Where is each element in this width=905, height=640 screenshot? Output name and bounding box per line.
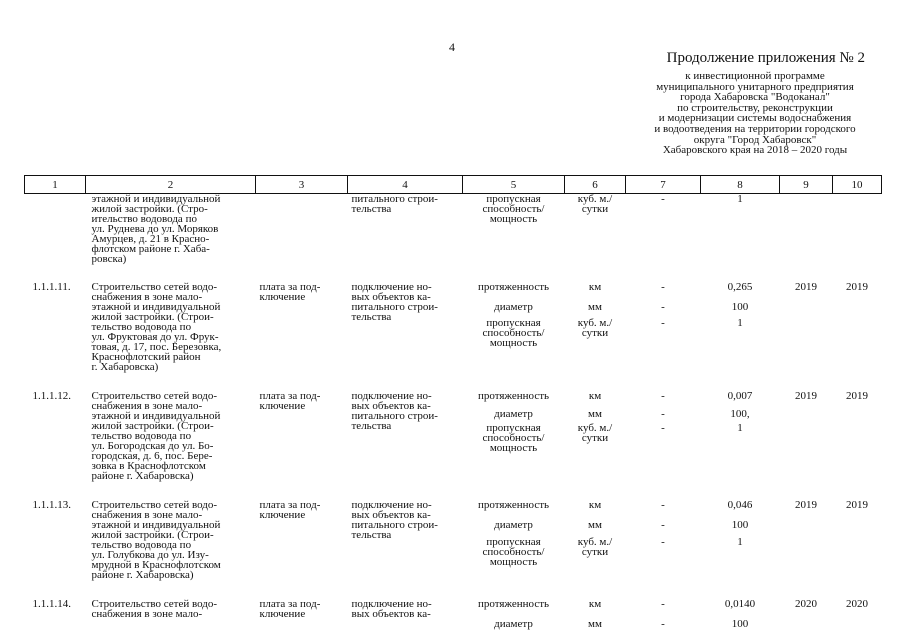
table-row: [25, 382, 882, 491]
measure-unit-line: км: [588, 281, 602, 293]
measure-prev: -: [661, 281, 665, 293]
row-name-line: жилой застройки. (Стро-: [91, 203, 208, 215]
row-source-line: ключение: [259, 509, 306, 521]
row-purpose-line: вых объектов ка-: [351, 400, 431, 412]
row-purpose-line: тельства: [351, 203, 392, 215]
measure-unit: [565, 599, 626, 619]
measure-unit-line: мм: [588, 408, 602, 420]
row-measures: [463, 273, 780, 382]
measure-unit-line: мм: [588, 519, 602, 531]
measure-name: [463, 520, 565, 537]
row-purpose: [348, 194, 463, 274]
measure-unit: [565, 194, 626, 228]
measure-row: [463, 391, 780, 409]
measure-unit: [565, 500, 626, 520]
row-source-line: плата за под-: [259, 281, 321, 293]
row-name: [86, 273, 256, 382]
measure-name-line: диаметр: [494, 301, 533, 313]
row-source-line: ключение: [259, 400, 306, 412]
measure-value: 0,265: [727, 281, 753, 293]
measure-row: [463, 282, 780, 302]
row-purpose: [348, 491, 463, 590]
row-name-line: этажной и индивидуальной: [91, 301, 221, 313]
row-start-year: 2019: [795, 281, 817, 293]
row-name-line: жилой застройки. (Строи-: [91, 420, 214, 432]
measure-unit: [565, 423, 626, 457]
measure-name: [463, 302, 565, 318]
row-name-line: ул. Руднева до ул. Моряков: [91, 223, 219, 235]
row-name-line: этажной и индивидуальной: [91, 410, 221, 422]
measure-name-line: протяженность: [477, 390, 550, 402]
column-header-6: 6: [565, 176, 626, 194]
row-name-line: Краснофлотский район: [91, 351, 201, 363]
measure-prev: -: [661, 408, 665, 420]
measure-row: [463, 500, 780, 520]
row-purpose: [348, 273, 463, 382]
row-number: 1.1.1.14.: [32, 598, 71, 610]
row-purpose-line: подключение но-: [351, 390, 432, 402]
measure-row: [463, 194, 780, 228]
measure-unit-line: км: [588, 390, 602, 402]
measure-prev: -: [661, 499, 665, 511]
column-header-5: 5: [463, 176, 565, 194]
measure-name-line: пропускная: [486, 422, 541, 434]
appendix-subtitle-line: округа "Город Хабаровск": [693, 133, 817, 146]
row-start-year: 2020: [795, 598, 817, 610]
table-row: [25, 194, 882, 274]
measure-row: [463, 599, 780, 619]
row-name-line: Амурцев, д. 21 в Красно-: [91, 233, 210, 245]
row-purpose-line: подключение но-: [351, 281, 432, 293]
measure-unit-line: куб. м./: [577, 193, 613, 205]
row-name-line: снабжения в зоне мало-: [91, 400, 203, 412]
column-header-7: 7: [626, 176, 701, 194]
row-source-line: плата за под-: [259, 390, 321, 402]
row-name-line: снабжения в зоне мало-: [91, 608, 203, 620]
measure-name: [463, 537, 565, 571]
row-source: [256, 194, 348, 274]
measure-value: 1: [737, 422, 743, 434]
measure-name: [463, 423, 565, 457]
row-purpose-line: питального строи-: [351, 410, 438, 422]
measure-unit-line: сутки: [581, 203, 609, 215]
measure-unit: [565, 391, 626, 409]
row-measures: [463, 590, 780, 635]
measure-unit-line: куб. м./: [577, 422, 613, 434]
measure-name: [463, 318, 565, 352]
row-purpose-line: тельства: [351, 529, 392, 541]
measure-row: [463, 619, 780, 635]
column-header-1: 1: [25, 176, 86, 194]
row-name-line: районе г. Хабаровска): [91, 470, 194, 482]
table-body: [25, 194, 882, 636]
measure-unit-line: сутки: [581, 546, 609, 558]
measure-name-line: способность/: [482, 203, 545, 215]
appendix-subtitle-line: по строительству, реконструкции: [677, 101, 833, 114]
row-name-line: Строительство сетей водо-: [91, 390, 218, 402]
measure-value: 0,046: [727, 499, 753, 511]
measure-unit: [565, 318, 626, 352]
row-name-line: Строительство сетей водо-: [91, 598, 218, 610]
row-name-line: ительство водовода по: [91, 213, 197, 225]
row-source-line: ключение: [259, 291, 306, 303]
measure-value: 100,: [730, 408, 750, 420]
appendix-subtitle-line: и водоотведения на территории городского: [654, 122, 856, 135]
measure-value: 0,007: [727, 390, 753, 402]
row-name-line: ул. Голубкова до ул. Изу-: [91, 549, 209, 561]
measure-unit-line: мм: [588, 618, 602, 630]
row-source: [256, 590, 348, 635]
column-header-8: 8: [701, 176, 780, 194]
row-source: [256, 273, 348, 382]
row-purpose-line: питального строи-: [351, 193, 438, 205]
measure-unit: [565, 409, 626, 423]
measure-name: [463, 194, 565, 228]
column-header-2: 2: [86, 176, 256, 194]
measure-value: 0,0140: [724, 598, 756, 610]
measure-row: [463, 423, 780, 457]
row-purpose: [348, 590, 463, 635]
row-source-line: плата за под-: [259, 499, 321, 511]
measure-unit-line: сутки: [581, 432, 609, 444]
row-purpose: [348, 382, 463, 491]
measure-value: 1: [737, 536, 743, 548]
measure-prev: -: [661, 618, 665, 630]
measure-name: [463, 391, 565, 409]
row-source: [256, 491, 348, 590]
measure-name-line: диаметр: [494, 519, 533, 531]
row-name-line: товая, д. 17, пос. Березовка,: [91, 341, 222, 353]
measure-name-line: мощность: [489, 337, 538, 349]
measure-row: [463, 520, 780, 537]
row-name: [86, 194, 256, 274]
row-purpose-line: питального строи-: [351, 301, 438, 313]
row-end-year: 2019: [846, 281, 868, 293]
row-source-line: ключение: [259, 608, 306, 620]
row-name-line: этажной и индивидуальной: [91, 193, 221, 205]
measure-unit-line: куб. м./: [577, 317, 613, 329]
row-name-line: мрудной в Краснофлотском: [91, 559, 221, 571]
row-number: [25, 194, 86, 274]
row-name-line: тельство водовода по: [91, 430, 192, 442]
row-purpose-line: вых объектов ка-: [351, 608, 431, 620]
row-end-year: 2020: [846, 598, 868, 610]
row-source-line: плата за под-: [259, 598, 321, 610]
measure-prev: -: [661, 536, 665, 548]
column-header-3: 3: [256, 176, 348, 194]
row-end-year: 2019: [846, 390, 868, 402]
measure-unit-line: мм: [588, 301, 602, 313]
appendix-subtitle-line: города Хабаровска "Водоканал": [680, 91, 830, 104]
row-name-line: ул. Богородская до ул. Бо-: [91, 440, 214, 452]
row-name-line: жилой застройки. (Строи-: [91, 529, 214, 541]
measure-name-line: способность/: [482, 432, 545, 444]
row-end-year: 2019: [846, 499, 868, 511]
measure-name-line: диаметр: [494, 618, 533, 630]
row-measures: [463, 382, 780, 491]
measure-unit-line: куб. м./: [577, 536, 613, 548]
row-name-line: флотском районе г. Хаба-: [91, 243, 210, 255]
measure-unit: [565, 619, 626, 635]
measure-name: [463, 500, 565, 520]
row-name-line: Строительство сетей водо-: [91, 499, 218, 511]
measure-name-line: протяженность: [477, 499, 550, 511]
row-name-line: снабжения в зоне мало-: [91, 291, 203, 303]
row-measures: [463, 491, 780, 590]
measure-unit: [565, 302, 626, 318]
row-name: [86, 382, 256, 491]
measure-value: 1: [737, 317, 743, 329]
table-row: [25, 590, 882, 635]
table-row: [25, 273, 882, 382]
row-name-line: жилой застройки. (Строи-: [91, 311, 214, 323]
measure-prev: -: [661, 193, 665, 205]
appendix-subtitle: [620, 71, 890, 156]
measure-prev: -: [661, 598, 665, 610]
row-name-line: ул. Фруктовая до ул. Фрук-: [91, 331, 219, 343]
measure-unit-line: км: [588, 598, 602, 610]
row-source: [256, 382, 348, 491]
measure-name-line: мощность: [489, 556, 538, 568]
measure-name: [463, 282, 565, 302]
row-start-year: 2019: [795, 390, 817, 402]
appendix-subtitle-line: и модернизации системы водоснабжения: [658, 112, 852, 125]
row-start-year: [780, 194, 833, 274]
table-header-row: [25, 176, 882, 194]
measure-value: 100: [731, 301, 749, 313]
measure-prev: -: [661, 390, 665, 402]
column-header-9: 9: [780, 176, 833, 194]
page-number: 4: [449, 40, 455, 54]
measure-name-line: мощность: [489, 213, 538, 225]
measure-prev: -: [661, 301, 665, 313]
measure-row: [463, 318, 780, 352]
measure-name-line: пропускная: [486, 317, 541, 329]
row-purpose-line: питального строи-: [351, 519, 438, 531]
row-measures: [463, 194, 780, 274]
measure-unit: [565, 537, 626, 571]
investment-table: [24, 175, 882, 635]
row-number: 1.1.1.12.: [32, 390, 71, 402]
row-name-line: городская, д. 6, пос. Бере-: [91, 450, 213, 462]
measure-name-line: протяженность: [477, 598, 550, 610]
row-number: 1.1.1.13.: [32, 499, 71, 511]
appendix-subtitle-line: муниципального унитарного предприятия: [656, 80, 854, 93]
table-row: [25, 491, 882, 590]
row-name-line: зовка в Краснофлотском: [91, 460, 206, 472]
measure-name: [463, 409, 565, 423]
row-purpose-line: подключение но-: [351, 598, 432, 610]
row-name-line: г. Хабаровска): [91, 361, 159, 373]
measure-row: [463, 409, 780, 423]
measure-name: [463, 619, 565, 635]
appendix-title: Продолжение приложения № 2: [666, 50, 865, 66]
measure-name-line: пропускная: [486, 193, 541, 205]
measure-name-line: способность/: [482, 327, 545, 339]
measure-unit-line: сутки: [581, 327, 609, 339]
row-number: 1.1.1.11.: [32, 281, 71, 293]
measure-unit-line: км: [588, 499, 602, 511]
measure-name-line: диаметр: [494, 408, 533, 420]
measure-name-line: протяженность: [477, 281, 550, 293]
row-name-line: этажной и индивидуальной: [91, 519, 221, 531]
measure-name-line: мощность: [489, 442, 538, 454]
measure-value: 1: [737, 193, 743, 205]
measure-unit: [565, 282, 626, 302]
row-purpose-line: тельства: [351, 420, 392, 432]
row-name: [86, 590, 256, 635]
measure-name: [463, 599, 565, 619]
measure-row: [463, 537, 780, 571]
row-name-line: Строительство сетей водо-: [91, 281, 218, 293]
measure-value: 100: [731, 618, 749, 630]
row-name-line: районе г. Хабаровска): [91, 569, 194, 581]
row-purpose-line: подключение но-: [351, 499, 432, 511]
row-purpose-line: вых объектов ка-: [351, 291, 431, 303]
row-end-year: [833, 194, 882, 274]
measure-name-line: пропускная: [486, 536, 541, 548]
measure-name-line: способность/: [482, 546, 545, 558]
row-purpose-line: вых объектов ка-: [351, 509, 431, 521]
row-purpose-line: тельства: [351, 311, 392, 323]
appendix-subtitle-line: Хабаровского края на 2018 – 2020 годы: [662, 144, 848, 157]
column-header-10: 10: [833, 176, 882, 194]
row-name-line: тельство водовода по: [91, 321, 192, 333]
row-name-line: ровска): [91, 253, 127, 265]
measure-row: [463, 302, 780, 318]
row-start-year: 2019: [795, 499, 817, 511]
measure-prev: -: [661, 317, 665, 329]
row-name: [86, 491, 256, 590]
row-name-line: снабжения в зоне мало-: [91, 509, 203, 521]
measure-prev: -: [661, 519, 665, 531]
appendix-subtitle-line: к инвестиционной программе: [685, 70, 825, 82]
measure-prev: -: [661, 422, 665, 434]
row-name-line: тельство водовода по: [91, 539, 192, 551]
column-header-4: 4: [348, 176, 463, 194]
measure-value: 100: [731, 519, 749, 531]
measure-unit: [565, 520, 626, 537]
